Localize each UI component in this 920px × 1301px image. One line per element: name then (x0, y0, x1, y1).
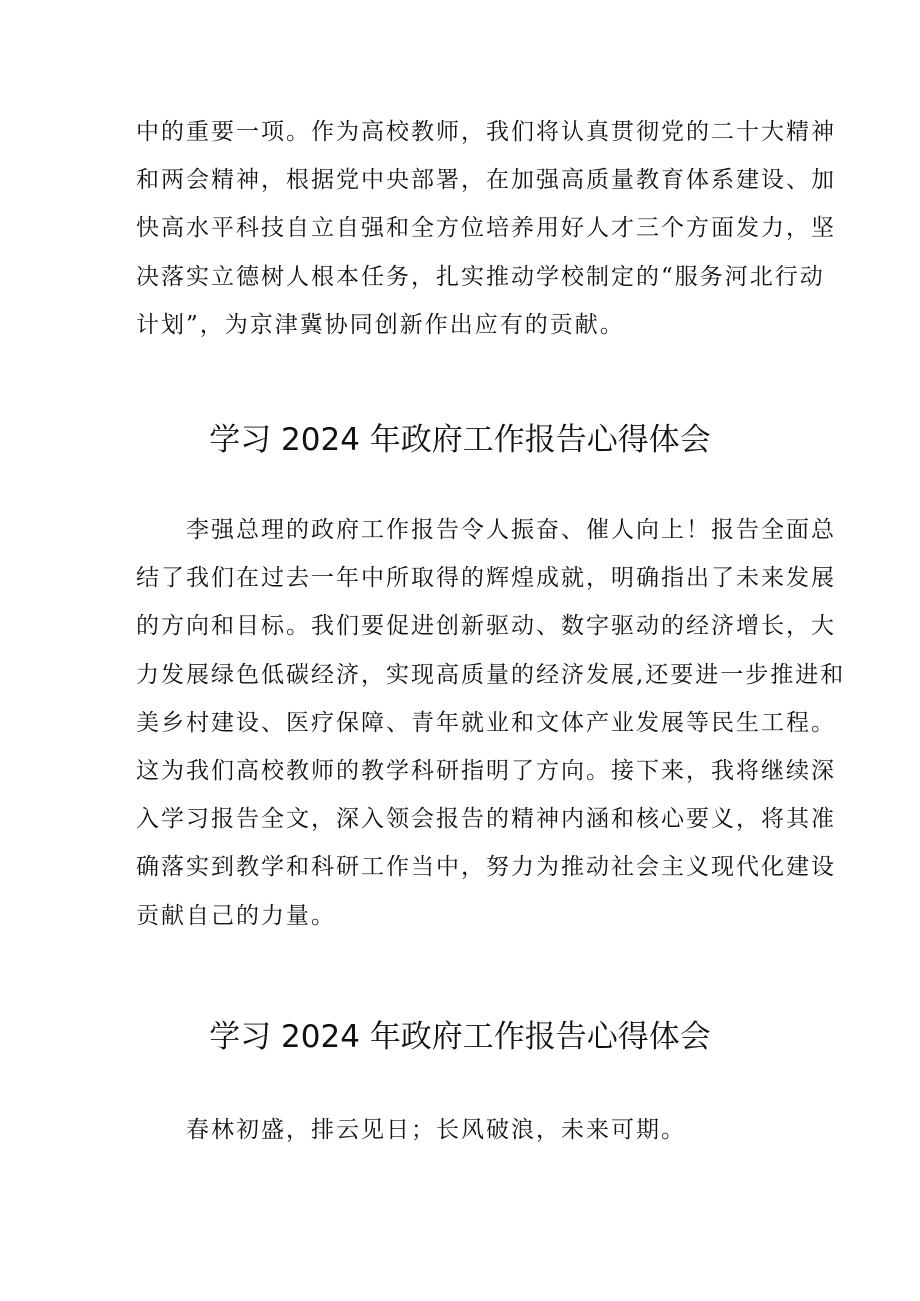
section-title: 学习 2024 年政府工作报告心得体会 (209, 422, 711, 458)
paragraph-body (136, 506, 846, 940)
paragraph-continuation (136, 108, 836, 349)
paragraph-line: 确落实到教学和科研工作当中，努力为推动社会主义现代化建设 (136, 854, 836, 881)
paragraph-line: 和两会精神，根据党中央部署，在加强高质量教育体系建设、加 (136, 167, 836, 194)
paragraph-line: 中的重要一项。作为高校教师，我们将认真贯彻党的二十大精神 (136, 119, 836, 145)
paragraph-body (136, 1106, 796, 1154)
paragraph-line: 入学习报告全文，深入领会报告的精神内涵和核心要义，将其准 (136, 806, 836, 833)
paragraph-line: 美乡村建设、医疗保障、青年就业和文体产业发展等民生工程。 (136, 709, 836, 736)
paragraph-line: 决落实立德树人根本任务，扎实推动学校制定的“服务河北行动 (136, 263, 825, 290)
paragraph-line: 快高水平科技自立自强和全方位培养用好人才三个方面发力，坚 (136, 215, 836, 242)
paragraph-line: 力发展绿色低碳经济，实现高质量的经济发展,还要进一步推进和 (136, 661, 846, 688)
paragraph-line: 李强总理的政府工作报告令人振奋、催人向上！报告全面总 (136, 517, 836, 543)
section-title: 学习 2024 年政府工作报告心得体会 (209, 1019, 711, 1055)
paragraph-line: 这为我们高校教师的教学科研指明了方向。接下来，我将继续深 (136, 758, 836, 785)
paragraph-line: 春林初盛，排云见日；长风破浪，未来可期。 (136, 1117, 686, 1143)
paragraph-line: 的方向和目标。我们要促进创新驱动、数字驱动的经济增长，大 (136, 613, 836, 640)
paragraph-line: 结了我们在过去一年中所取得的辉煌成就，明确指出了未来发展 (136, 565, 836, 592)
paragraph-line: 贡献自己的力量。 (136, 902, 336, 929)
paragraph-line: 计划”，为京津冀协同创新作出应有的贡献。 (136, 311, 625, 338)
